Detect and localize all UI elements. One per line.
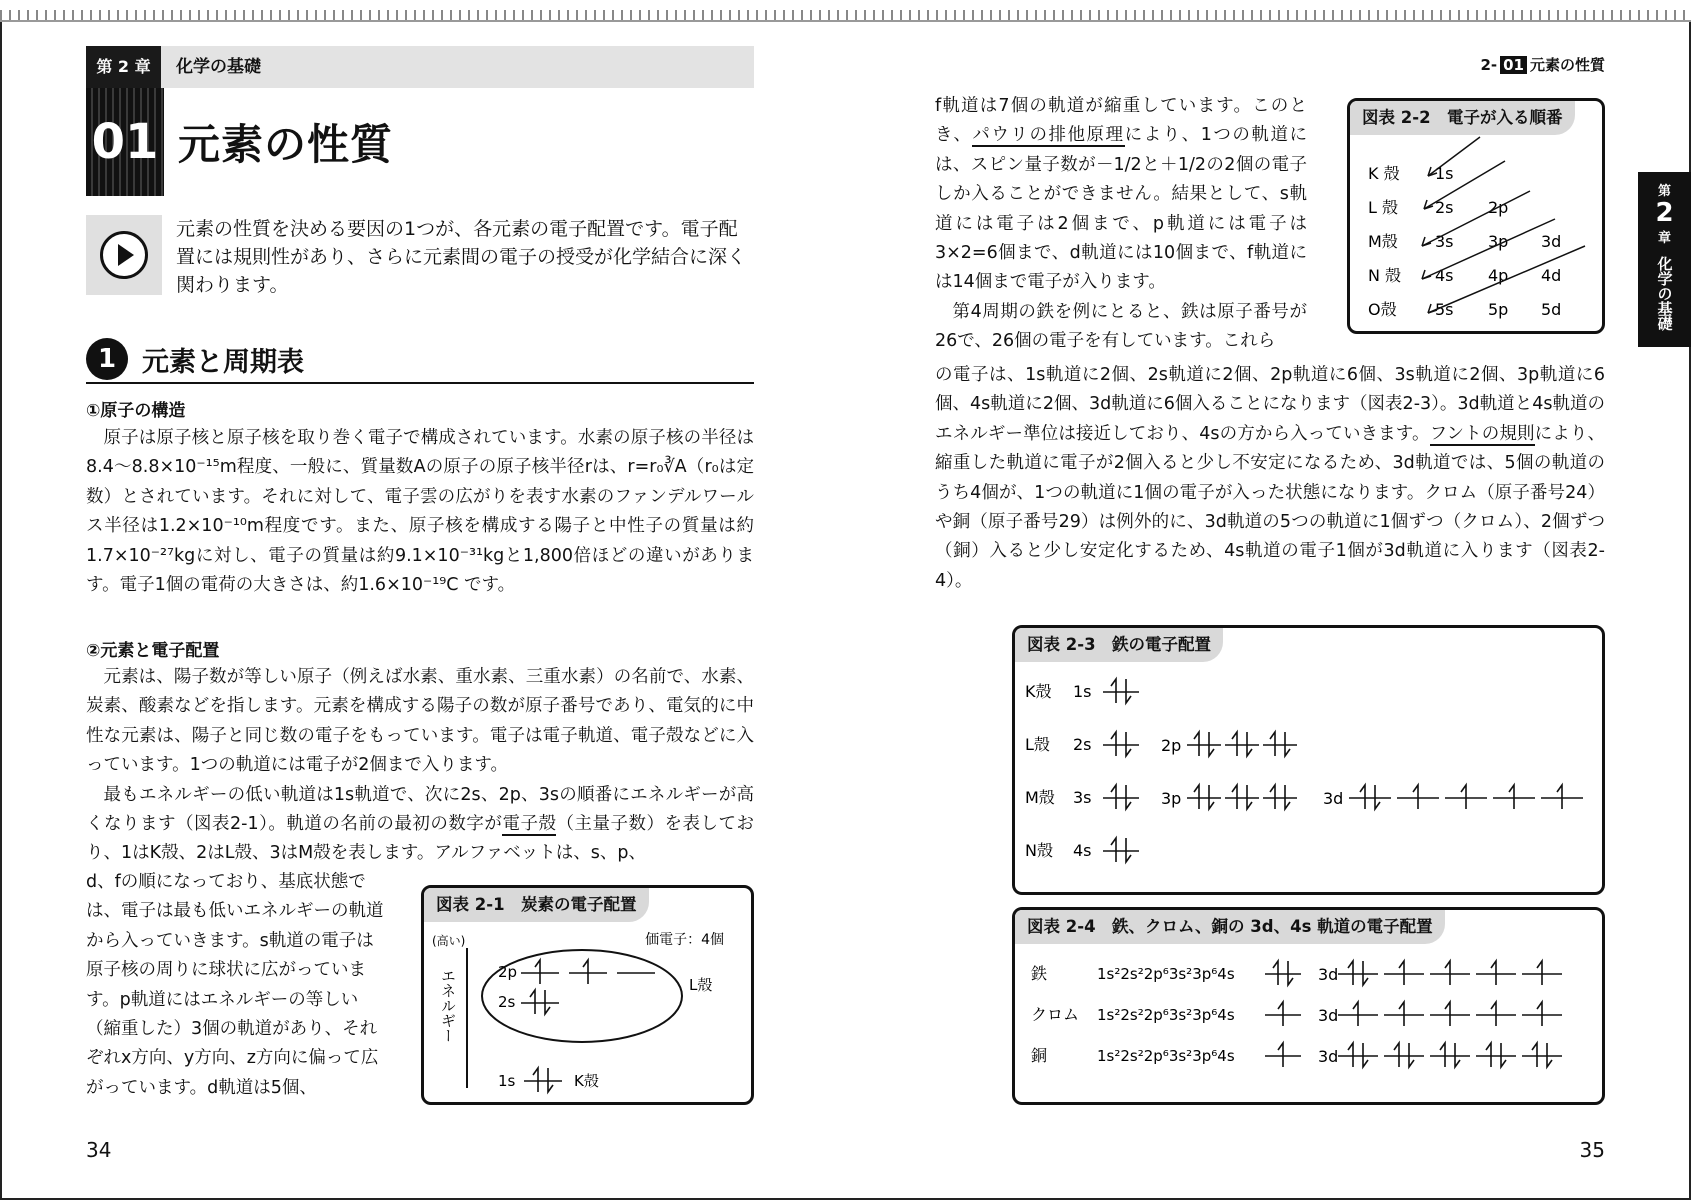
orbital-mark <box>521 960 559 984</box>
order-diagram <box>1350 101 1602 331</box>
figure-2-3 <box>1012 625 1605 895</box>
compare-diagram <box>1015 910 1602 1102</box>
orbital-mark <box>1338 1002 1378 1026</box>
shell-label: K殻 <box>1025 682 1052 701</box>
orbital-2s-label: 2s <box>498 993 516 1011</box>
up-arrow <box>1399 961 1404 985</box>
up-arrow <box>1399 1002 1404 1026</box>
up-arrow <box>1270 732 1275 756</box>
chapter-label: 第 2 章 <box>86 46 161 88</box>
order-arrow <box>1428 137 1480 176</box>
section-title: 元素の性質 <box>178 120 394 169</box>
page-number-right: 35 <box>1579 1138 1605 1162</box>
orbital-mark <box>1522 1002 1562 1026</box>
up-arrow <box>1348 961 1353 985</box>
orbital-label: 3s <box>1435 232 1454 251</box>
down-arrow <box>1126 679 1131 703</box>
orbital-label: 2p <box>1161 736 1182 755</box>
shell-label: L 殻 <box>1368 198 1399 217</box>
heading-title: 元素と周期表 <box>142 347 304 378</box>
orbital-label: 2p <box>1488 198 1509 217</box>
electron-config: 1s²2s²2p⁶3s²3p⁶4s <box>1097 1047 1235 1065</box>
down-arrow <box>1209 785 1214 809</box>
up-arrow <box>1111 732 1116 756</box>
orbital-mark <box>1522 961 1562 985</box>
down-arrow <box>1209 732 1214 756</box>
up-arrow <box>1194 785 1199 809</box>
up-arrow <box>1111 679 1116 703</box>
orbital-mark <box>1187 785 1221 809</box>
down-arrow <box>1375 785 1380 809</box>
orbital-label: 3s <box>1073 788 1092 807</box>
orbital-mark <box>1338 961 1378 985</box>
intro-box <box>86 215 754 295</box>
up-arrow <box>530 990 535 1014</box>
orbital-mark <box>1225 732 1259 756</box>
orbital-mark <box>1103 785 1139 809</box>
orbital-label: 3d <box>1318 965 1339 984</box>
down-arrow <box>1285 732 1290 756</box>
up-arrow <box>1353 1002 1358 1026</box>
orbital-mark <box>1265 961 1301 985</box>
electron-config: 1s²2s²2p⁶3s²3p⁶4s <box>1097 965 1235 983</box>
energy-axis-label: エネルギー <box>439 968 457 1043</box>
orbital-mark <box>1384 1043 1424 1067</box>
orbital-1s-label: 1s <box>498 1072 516 1090</box>
up-arrow <box>533 1068 538 1092</box>
down-arrow <box>1409 1043 1414 1067</box>
up-arrow <box>1273 961 1278 985</box>
up-arrow <box>1445 1002 1450 1026</box>
orbital-mark <box>521 990 559 1014</box>
subheading-atom: ①原子の構造 <box>86 401 186 421</box>
up-arrow <box>1360 785 1365 809</box>
orbital-mark <box>524 1068 562 1092</box>
figure-2-1 <box>421 885 754 1105</box>
down-arrow <box>1126 732 1131 756</box>
down-arrow <box>1247 732 1252 756</box>
orbital-mark <box>1522 1043 1562 1067</box>
paragraph-atom: 原子は原子核と原子核を取り巻く電子で構成されています。水素の原子核の半径は8.4～8.8×10⁻¹⁵m程度、一般に、質量数Aの原子の原子核半径rは、r=r₀∛A（r₀は定数）とされています。それに対して、電子雲の広がりを表す水素のファンデルワールス半径は1.2×10⁻¹⁰m程度です。また、原子核を構成する陽子と中性子の質量は約1.7×10⁻²⁷kgに対し、電子の質量は約9.1×10⁻³¹kgと1,800倍ほどの違いがあります。電子1個の電荷の大きさは、約1.6×10⁻¹⁹C です。 <box>86 428 754 596</box>
shell-label: N殻 <box>1025 841 1053 860</box>
up-arrow <box>1194 732 1199 756</box>
down-arrow <box>1547 1043 1552 1067</box>
orbital-mark <box>1103 838 1139 862</box>
orbital-mark <box>1103 679 1139 703</box>
orbital-label: 2s <box>1073 735 1092 754</box>
down-arrow <box>1363 1043 1368 1067</box>
up-arrow <box>1278 1043 1283 1067</box>
orbital-label: 4d <box>1541 266 1562 285</box>
orbital-mark <box>1225 785 1259 809</box>
l-shell-label: L殻 <box>689 976 713 994</box>
term-hund: フントの規則 <box>1429 423 1535 444</box>
orbital-mark <box>1476 1043 1516 1067</box>
up-arrow <box>1491 961 1496 985</box>
up-arrow <box>1111 838 1116 862</box>
orbital-label: 4s <box>1073 841 1092 860</box>
electron-config: 1s²2s²2p⁶3s²3p⁶4s <box>1097 1006 1235 1024</box>
up-arrow <box>1440 1043 1445 1067</box>
up-arrow <box>1461 785 1466 809</box>
orbital-label: 5p <box>1488 300 1509 319</box>
chapter-bar <box>86 46 754 88</box>
orbital-label: 5d <box>1541 300 1562 319</box>
orbital-mark <box>1187 732 1221 756</box>
valence-label: 価電子：4個 <box>645 932 724 948</box>
figure-2-2 <box>1347 98 1605 334</box>
down-arrow <box>1288 961 1293 985</box>
term-electron-shell: 電子殻 <box>502 814 557 835</box>
orbital-mark <box>1265 1043 1301 1067</box>
figure-caption: 図表 2-4 鉄、クロム、銅の 3d、4s 軌道の電子配置 <box>1015 910 1445 944</box>
orbital-mark <box>1430 1002 1470 1026</box>
up-arrow <box>1111 785 1116 809</box>
orbital-label: 2s <box>1435 198 1454 217</box>
down-arrow <box>1285 785 1290 809</box>
right-page <box>935 0 1605 1200</box>
orbital-mark <box>1476 1002 1516 1026</box>
orbital-mark <box>1445 785 1487 809</box>
up-arrow <box>1348 1043 1353 1067</box>
paragraph-elements: 元素は、陽子数が等しい原子（例えば水素、重水素、三重水素）の名前で、水素、炭素、酸素などを指します。元素を構成する陽子の数が原子番号であり、電気的に中性な元素は、陽子と同じ数の電子をもっています。電子は電子軌道、電子殻などに入っています。1つの軌道には電子が2個まで入ります。 最もエネルギーの低い軌道は1s軌道で、次に2s、2p、3sの順番にエネルギーが高くなります（図表2-1）。軌道の名前の最初の数字が電子殻（主量子数）を表しており、1はK殻、2はL殻、3はM殻を表します。アルファベットは、s、p、 <box>86 667 754 864</box>
down-arrow <box>1501 1043 1506 1067</box>
chapter-side-tab: 第 2 章 化学の基礎 <box>1638 172 1691 347</box>
paragraph-orbitals: d、fの順になっており、基底状態では、電子は最も低いエネルギーの軌道から入っていきます。s軌道の電子は原子核の周りに球状に広がっています。p軌道にはエネルギーの等しい（縮重した）3個の軌道があり、それぞれx方向、y方向、z方向に偏って広がっています。d軌道は5個、 <box>86 872 384 1098</box>
orbital-label: 3d <box>1318 1006 1339 1025</box>
right-text-full: の電子は、1s軌道に2個、2s軌道に2個、2p軌道に6個、3s軌道に2個、3p軌道に6個、4s軌道に2個、3d軌道に6個入ることになります（図表2-3）。3d軌道と4s軌道のエネルギー準位は接近しており、4sの方から入っていきます。フントの規則により、縮重した軌道に電子が2個入ると少し不安定になるため、3d軌道では、5個の軌道のうち4個が、1つの軌道に1個の電子が入った状態になります。クロム（原子番号24）や銅（原子番号29）は例外的に、3d軌道の5つの軌道に1個ずつ（クロム）、2個ずつ（銅）入ると少し安定化するため、4s軌道の電子1個が3d軌道に入ります（図表2-4）。 <box>935 365 1605 591</box>
orbital-mark <box>1493 785 1535 809</box>
orbital-mark <box>1384 961 1424 985</box>
up-arrow <box>1532 1043 1537 1067</box>
orbital-label: 3d <box>1323 789 1344 808</box>
figure-caption: 図表 2-3 鉄の電子配置 <box>1015 628 1223 662</box>
up-arrow <box>1445 961 1450 985</box>
down-arrow <box>1247 785 1252 809</box>
play-icon <box>100 231 148 279</box>
intro-text: 元素の性質を決める要因の1つが、各元素の電子配置です。電子配置には規則性があり、さらに元素間の電子の授受が化学結合に深く関わります。 <box>176 218 747 296</box>
shell-label: N 殻 <box>1368 266 1402 285</box>
shell-label: L殻 <box>1025 735 1050 754</box>
down-arrow <box>1363 961 1368 985</box>
orbital-label: 1s <box>1073 682 1092 701</box>
orbital-label: 4p <box>1488 266 1509 285</box>
up-arrow <box>1509 785 1514 809</box>
element-name: 銅 <box>1031 1046 1048 1065</box>
section-number: 01 <box>86 88 164 196</box>
up-arrow <box>1278 1002 1283 1026</box>
shell-label: O殻 <box>1368 300 1397 319</box>
shell-label: M殻 <box>1025 788 1055 807</box>
up-arrow <box>1270 785 1275 809</box>
orbital-label: 3p <box>1488 232 1509 251</box>
iron-diagram <box>1015 628 1602 892</box>
carbon-diagram <box>424 888 751 1102</box>
element-name: 鉄 <box>1031 964 1048 983</box>
orbital-mark <box>1103 732 1139 756</box>
heading-row <box>86 338 754 384</box>
orbital-mark <box>1541 785 1583 809</box>
energy-high-label: (高い) <box>432 934 466 948</box>
page-number-left: 34 <box>86 1138 112 1162</box>
up-arrow <box>1394 1043 1399 1067</box>
up-arrow <box>1491 1002 1496 1026</box>
play-box <box>86 215 162 295</box>
orbital-mark <box>1338 1043 1378 1067</box>
orbital-mark <box>1263 785 1297 809</box>
figure-caption: 図表 2-2 電子が入る順番 <box>1350 101 1575 135</box>
orbital-2p-label: 2p <box>498 963 518 981</box>
up-arrow <box>1537 1002 1542 1026</box>
shell-label: K 殻 <box>1368 164 1400 183</box>
orbital-label: 5s <box>1435 300 1454 319</box>
orbital-label: 3p <box>1161 789 1182 808</box>
chapter-name: 化学の基礎 <box>176 57 261 77</box>
element-name: クロム <box>1031 1005 1080 1024</box>
down-arrow <box>545 990 550 1014</box>
orbital-mark <box>1265 1002 1301 1026</box>
orbital-mark <box>569 960 607 984</box>
up-arrow <box>1232 732 1237 756</box>
up-arrow <box>1232 785 1237 809</box>
orbital-label: 3d <box>1318 1047 1339 1066</box>
up-arrow <box>535 960 540 984</box>
up-arrow <box>583 960 588 984</box>
term-pauli: パウリの排他原理 <box>972 125 1125 146</box>
up-arrow <box>1486 1043 1491 1067</box>
orbital-mark <box>1430 961 1470 985</box>
up-arrow <box>1537 961 1542 985</box>
orbital-mark <box>1476 961 1516 985</box>
orbital-mark <box>1397 785 1439 809</box>
orbital-mark <box>1384 1002 1424 1026</box>
orbital-label: 1s <box>1435 164 1454 183</box>
up-arrow <box>1557 785 1562 809</box>
shell-label: M殻 <box>1368 232 1398 251</box>
orbital-mark <box>1430 1043 1470 1067</box>
k-shell-label: K殻 <box>574 1072 599 1090</box>
orbital-mark <box>1349 785 1391 809</box>
running-head: 2- 01 元素の性質 <box>1480 56 1605 74</box>
subheading-elements: ②元素と電子配置 <box>86 641 220 661</box>
down-arrow <box>1455 1043 1460 1067</box>
figure-2-4 <box>1012 907 1605 1105</box>
right-text-top: f軌道は7個の軌道が縮重しています。このとき、パウリの排他原理により、1つの軌道には、スピン量子数が－1/2と＋1/2の2個の電子しか入ることができません。結果として、s軌道には電子は2個まで、p軌道には電子は3×2=6個まで、d軌道には10個まで、f軌道には14個まで電子が入ります。 第4周期の鉄を例にとると、鉄は原子番号が26で、26個の電子を有しています。これら <box>935 96 1307 352</box>
orbital-label: 4s <box>1435 266 1454 285</box>
down-arrow <box>1126 838 1131 862</box>
down-arrow <box>548 1068 553 1092</box>
orbital-mark <box>1263 732 1297 756</box>
figure-caption: 図表 2-1 炭素の電子配置 <box>424 888 649 922</box>
heading-number: 1 <box>86 338 128 380</box>
orbital-label: 3d <box>1541 232 1562 251</box>
up-arrow <box>1413 785 1418 809</box>
down-arrow <box>1126 785 1131 809</box>
left-page <box>86 0 754 1200</box>
